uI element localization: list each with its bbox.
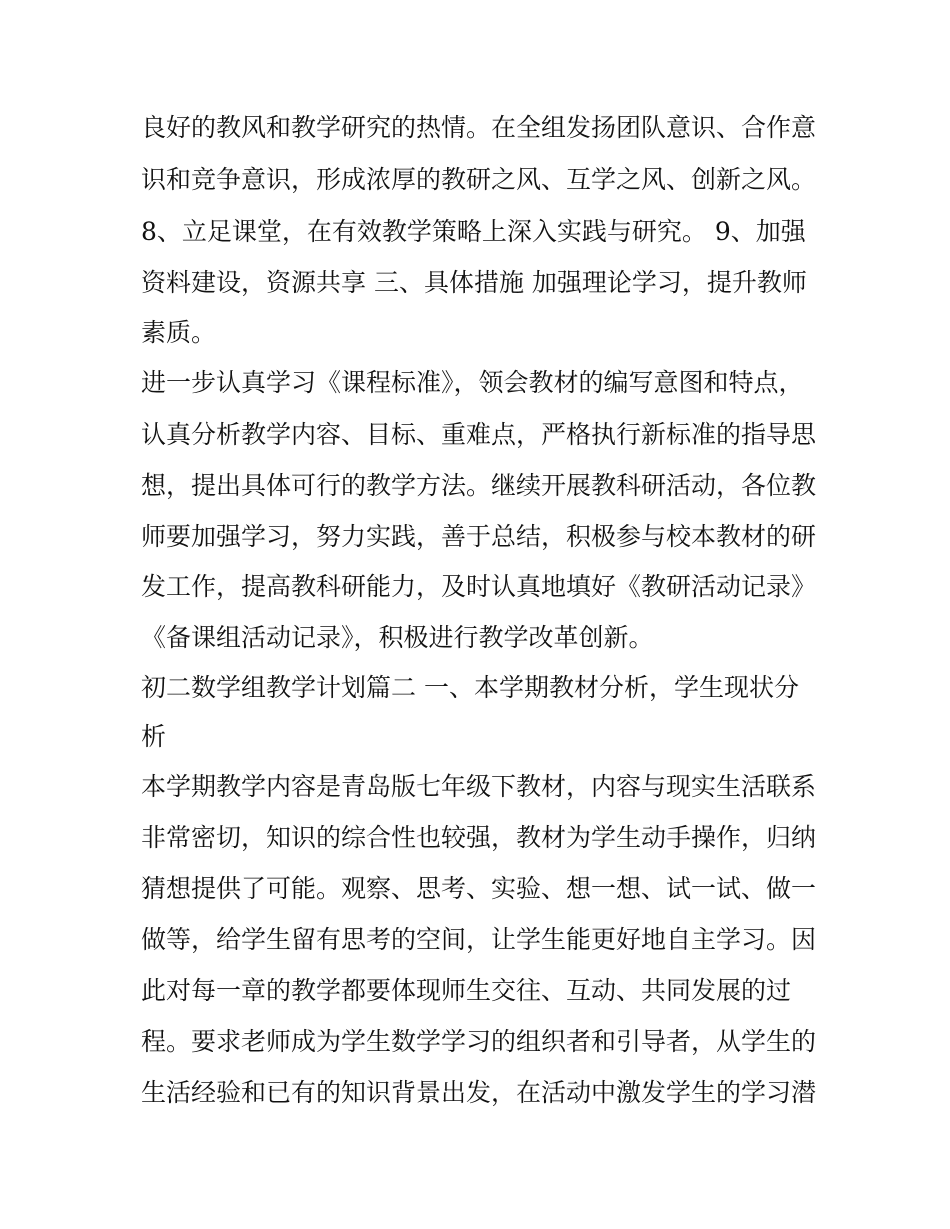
text-line: 素质。 [141,318,217,347]
text-line: 8、立足课堂，在有效教学策略上深入实践与研究。 9、加强 [141,217,806,246]
text-line: 师要加强学习，努力实践，善于总结，积极参与校本教材的研 [141,522,817,551]
text-line: 本学期教学内容是青岛版七年级下教材，内容与现实生活联系 [141,772,817,801]
text-line: 进一步认真学习《课程标准》，领会教材的编写意图和特点， [141,368,804,397]
text-line: 想，提出具体可行的教学方法。继续开展教科研活动，各位教 [141,471,817,500]
text-line: 发工作，提高教科研能力，及时认真地填好《教研活动记录》 [141,572,817,601]
text-line: 初二数学组教学计划篇二 一、本学期教材分析，学生现状分 [141,673,799,702]
text-line: 猜想提供了可能。观察、思考、实验、想一想、试一试、做一 [141,874,817,903]
text-line: 认真分析教学内容、目标、重难点，严格执行新标准的指导思 [141,420,817,449]
text-line: 非常密切，知识的综合性也较强，教材为学生动手操作，归纳 [141,823,817,852]
text-line: 资料建设，资源共享 三、具体措施 加强理论学习，提升教师 [141,268,807,297]
text-line: 《备课组活动记录》，积极进行教学改革创新。 [141,623,654,652]
text-line: 识和竞争意识，形成浓厚的教研之风、互学之风、创新之风。 [141,165,817,194]
text-line: 生活经验和已有的知识背景出发，在活动中激发学生的学习潜 [141,1078,817,1107]
text-line: 析 [141,722,167,751]
text-line: 做等，给学生留有思考的空间，让学生能更好地自主学习。因 [141,925,817,954]
text-line: 良好的教风和教学研究的热情。在全组发扬团队意识、合作意 [141,113,817,142]
text-line: 程。要求老师成为学生数学学习的组织者和引导者，从学生的 [141,1027,817,1056]
text-line: 此对每一章的教学都要体现师生交往、互动、共同发展的过 [141,976,792,1005]
